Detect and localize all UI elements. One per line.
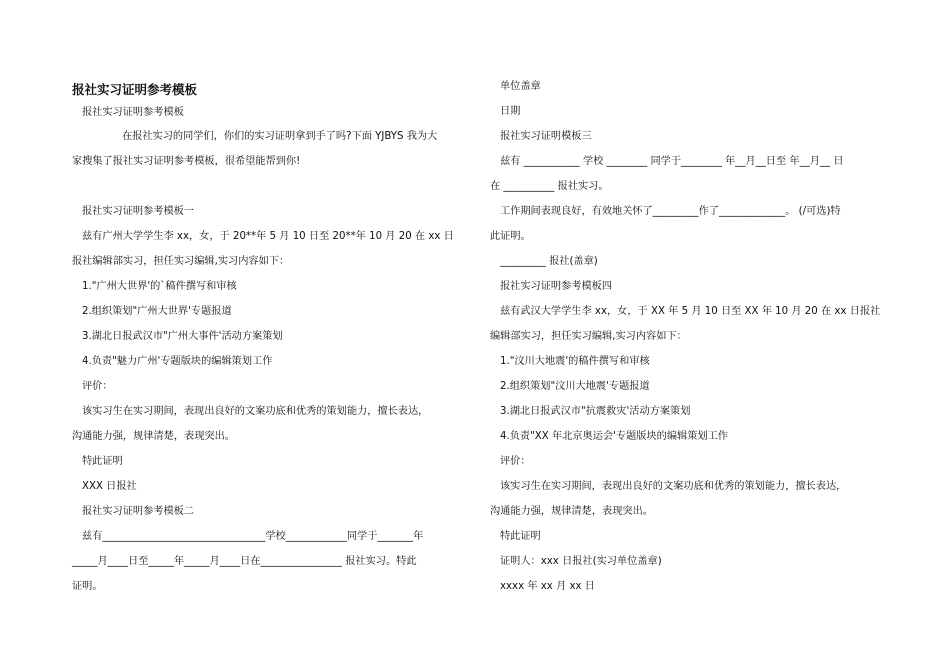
text-line: 沟通能力强，规律清楚，表现突出。	[490, 506, 653, 517]
text-line: 特此证明	[500, 531, 541, 542]
text-line: xxxx 年 xx 月 xx 日	[500, 581, 595, 592]
list-item: 2.组织策划"广州大世界'专题报道	[82, 306, 232, 317]
list-item: 4.负责"XX 年北京奥运会'专题版块的编辑策划工作	[500, 431, 728, 442]
list-item: 3.湖北日报武汉市"抗震救灾'活动方案策划	[500, 406, 691, 417]
list-item: 1."汶川大地震'的稿件撰写和审核	[500, 356, 650, 367]
text-line: 该实习生在实习期间，表现出良好的文案功底和优秀的策划能力，擅长表达，	[82, 406, 429, 417]
text-line: 该实习生在实习期间，表现出良好的文案功底和优秀的策划能力，擅长表达，	[500, 481, 847, 492]
section-heading: 报社实习证明参考模板四	[500, 281, 613, 292]
section-heading: 报社实习证明模板三	[500, 131, 592, 142]
text-line: 在 __________ 报社实习。	[490, 181, 609, 192]
text-line: _________ 报社(盖章)	[500, 256, 598, 267]
text-line: 评价：	[82, 381, 113, 392]
section-heading: 报社实习证明参考模板一	[82, 206, 195, 217]
text-line: 证明。	[72, 581, 103, 592]
text-line: 评价：	[500, 456, 531, 467]
text-line: 日期	[500, 106, 521, 117]
text-line: 报社实习证明参考模板	[82, 107, 184, 118]
text-line: 特此证明	[82, 456, 123, 467]
text-line: _____月____日至_____年_____月____日在________________ 报社实习。特此	[72, 556, 417, 567]
document-title: 报社实习证明参考模板	[72, 82, 198, 97]
list-item: 3.湖北日报武汉市"广州大事件'活动方案策划	[82, 331, 283, 342]
text-line: 兹有________________________________学校____________同学于_______年	[82, 531, 424, 542]
text-line: 单位盖章	[500, 81, 541, 92]
text-line: 兹有 ___________ 学校 ________ 同学于________ 年__月__日至 年__月__ 日	[500, 156, 844, 167]
list-item: 1."广州大世界'的`稿件撰写和审核	[82, 281, 237, 292]
text-line: 报社编辑部实习，担任实习编辑,实习内容如下：	[72, 256, 290, 267]
text-line: 编辑部实习，担任实习编辑,实习内容如下：	[490, 331, 687, 342]
text-line: 家搜集了报社实习证明参考模板，很希望能帮到你!	[72, 156, 301, 167]
text-line: 此证明。	[490, 231, 531, 242]
text-line: 证明人：xxx 日报社(实习单位盖章)	[500, 556, 662, 567]
text-line: 在报社实习的同学们，你们的实习证明拿到手了吗?下面 YJBYS 我为大	[122, 131, 438, 142]
text-line: 工作期间表现良好，有效地关怀了_________作了_____________。 (/可选)特	[500, 206, 841, 217]
text-line: 沟通能力强，规律清楚，表现突出。	[72, 431, 235, 442]
text-line: 兹有武汉大学学生李 xx，女，于 XX 年 5 月 10 日至 XX 年 10 月 20 在 xx 日报社	[500, 306, 881, 317]
text-line: XXX 日报社	[82, 481, 137, 492]
section-heading: 报社实习证明参考模板二	[82, 506, 195, 517]
list-item: 2.组织策划"汶川大地震'专题报道	[500, 381, 650, 392]
text-line: 兹有广州大学学生李 xx，女，于 20**年 5 月 10 日至 20**年 10 月 20 在 xx 日	[82, 231, 454, 242]
list-item: 4.负责"魅力广州'专题版块的编辑策划工作	[82, 356, 273, 367]
